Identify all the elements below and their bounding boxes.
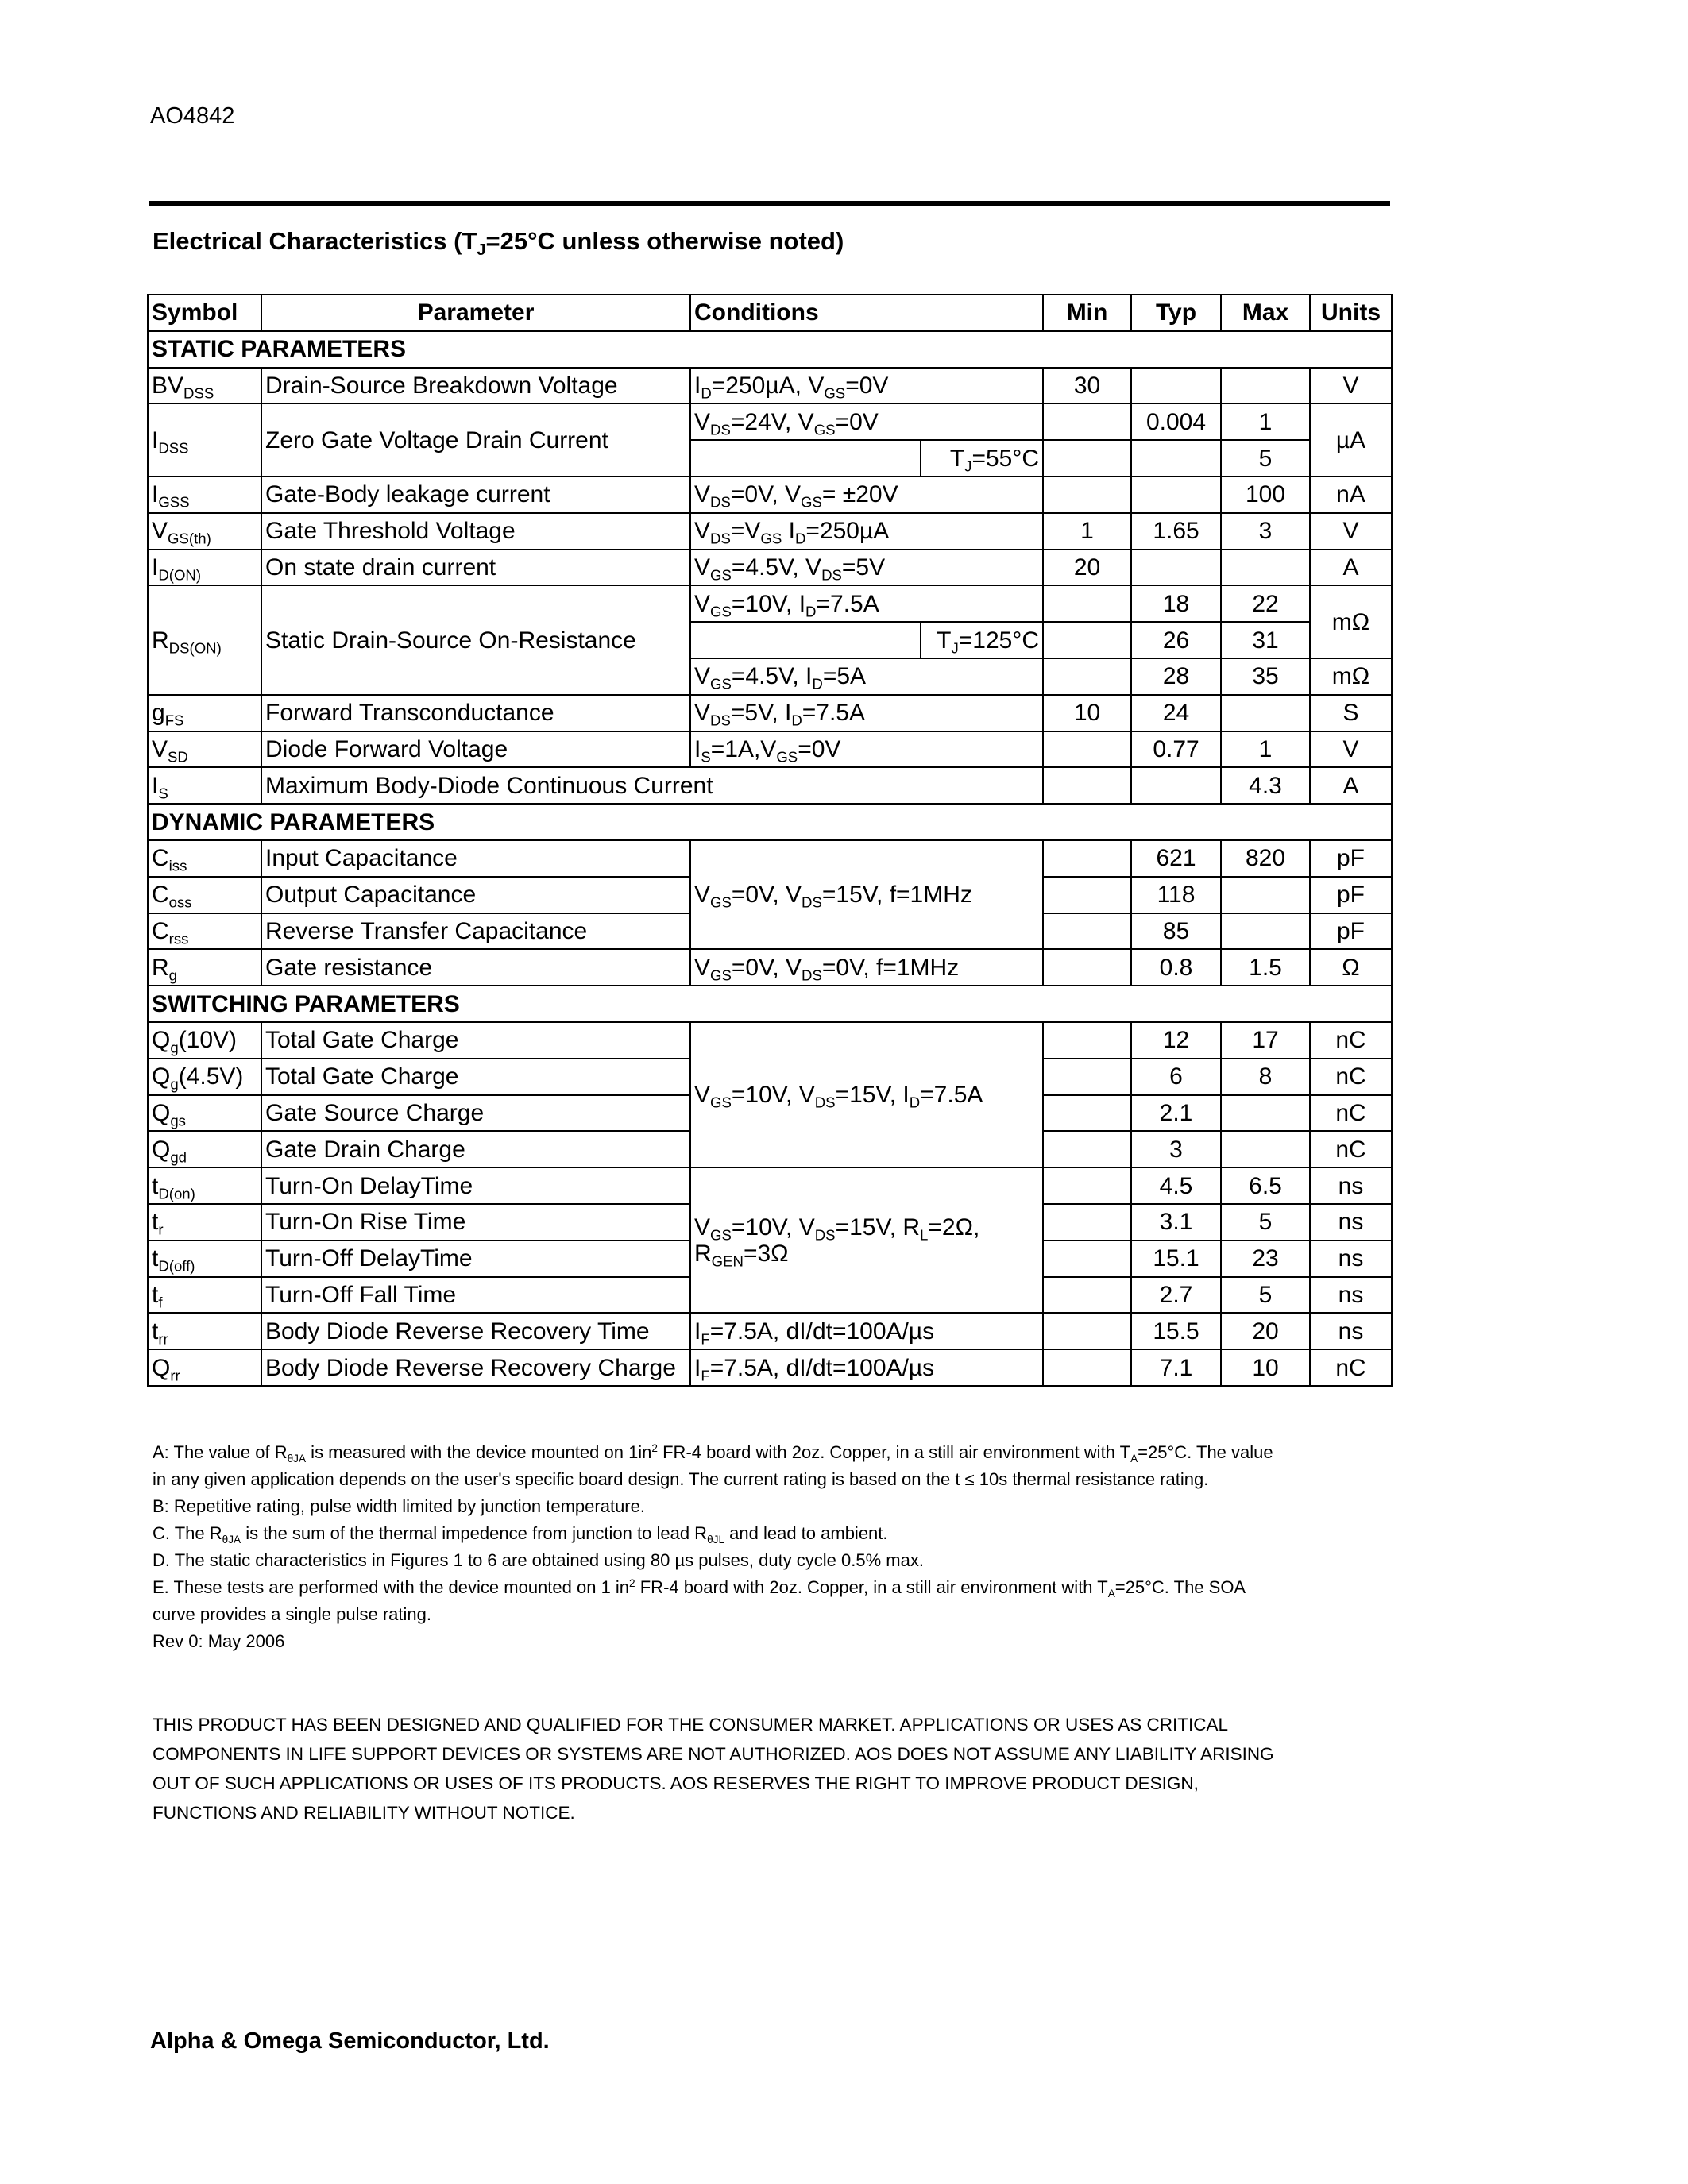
cond-gfs: $V_{DS}=5V$, $I_D=7.5A$	[690, 695, 1043, 731]
min-is	[1043, 767, 1131, 804]
max-rg: 1.5	[1221, 949, 1310, 986]
table-row	[148, 1313, 1392, 1349]
param-idss: Zero Gate Voltage Drain Current	[261, 403, 690, 477]
min-tdon	[1043, 1167, 1131, 1204]
symbol-igss: $I_{GSS}$	[148, 477, 261, 513]
header-conditions: Conditions	[690, 295, 1043, 331]
table-row	[148, 1349, 1392, 1386]
units-qgd: nC	[1310, 1131, 1392, 1167]
cond-idss-2: $T_J=55^\circ C$	[921, 440, 1043, 477]
table-row	[148, 550, 1392, 586]
section-switching: SWITCHING PARAMETERS	[148, 986, 1392, 1022]
symbol-vgsth: $V_{GS(th)}$	[148, 513, 261, 550]
min-rg	[1043, 949, 1131, 986]
section-dynamic: DYNAMIC PARAMETERS	[148, 804, 1392, 840]
min-rdson-2	[1043, 622, 1131, 658]
min-vsd	[1043, 731, 1131, 768]
symbol-rg: $R_g$	[148, 949, 261, 986]
param-tr: Turn-On Rise Time	[261, 1204, 690, 1241]
units-ciss: pF	[1310, 840, 1392, 877]
typ-idon	[1131, 550, 1221, 586]
param-qg45: Total Gate Charge	[261, 1059, 690, 1095]
typ-tr: 3.1	[1131, 1204, 1221, 1241]
symbol-is: $I_S$	[148, 767, 261, 804]
disclaimer-line: OUT OF SUCH APPLICATIONS OR USES OF ITS PRODUCTS. AOS RESERVES THE RIGHT TO IMPROVE PRODUCT DESIGN,	[153, 1773, 1199, 1793]
note-c: C. The $R_{\theta JA}$ is the sum of the thermal impedence from junction to lead $R_{\theta JL}$ and lead to ambient.	[153, 1523, 888, 1545]
note-b: B: Repetitive rating, pulse width limited by junction temperature.	[153, 1496, 645, 1516]
units-idon: A	[1310, 550, 1392, 586]
section-row	[148, 986, 1392, 1022]
units-qgs: nC	[1310, 1095, 1392, 1132]
cond-vsd: $I_S=1A,V_{GS}=0V$	[690, 731, 1043, 768]
param-rg: Gate resistance	[261, 949, 690, 986]
units-rg: Ω	[1310, 949, 1392, 986]
table-row	[148, 513, 1392, 550]
typ-rdson-3: 28	[1131, 658, 1221, 695]
cond-rdson-1: $V_{GS}=10V$, $I_D=7.5A$	[690, 585, 1043, 622]
units-tdon: ns	[1310, 1167, 1392, 1204]
units-rdson-1: mΩ	[1310, 585, 1392, 658]
symbol-trr: $t_{rr}$	[148, 1313, 261, 1349]
table-row	[148, 1022, 1392, 1059]
max-qgd	[1221, 1131, 1310, 1167]
max-tdoff: 23	[1221, 1241, 1310, 1277]
symbol-tdoff: $t_{D(off)}$	[148, 1241, 261, 1277]
typ-vsd: 0.77	[1131, 731, 1221, 768]
symbol-coss: $C_{oss}$	[148, 877, 261, 913]
section-row	[148, 804, 1392, 840]
typ-trr: 15.5	[1131, 1313, 1221, 1349]
param-rdson: Static Drain-Source On-Resistance	[261, 585, 690, 694]
table-row	[148, 585, 1392, 622]
units-is: A	[1310, 767, 1392, 804]
symbol-qgs: $Q_{gs}$	[148, 1095, 261, 1132]
revision: Rev 0: May 2006	[153, 1631, 285, 1651]
symbol-qg45: $Q_g(4.5V)$	[148, 1059, 261, 1095]
max-trr: 20	[1221, 1313, 1310, 1349]
typ-bvdss	[1131, 368, 1221, 404]
units-bvdss: V	[1310, 368, 1392, 404]
param-qrr: Body Diode Reverse Recovery Charge	[261, 1349, 690, 1386]
units-qg45: nC	[1310, 1059, 1392, 1095]
typ-is	[1131, 767, 1221, 804]
param-qgs: Gate Source Charge	[261, 1095, 690, 1132]
note-e-line1: E. These tests are performed with the device mounted on 1 $in^2$ FR-4 board with 2oz. Copper, in a still air environment with $T_A=25^\circ C$. The SOA	[153, 1576, 1246, 1599]
symbol-gfs: $g_{FS}$	[148, 695, 261, 731]
cond-rdson-spacer	[690, 622, 921, 658]
max-qrr: 10	[1221, 1349, 1310, 1386]
max-tf: 5	[1221, 1277, 1310, 1314]
min-crss	[1043, 913, 1131, 950]
header-row	[148, 295, 1392, 331]
footnotes	[153, 1439, 1400, 1655]
param-coss: Output Capacitance	[261, 877, 690, 913]
units-igss: nA	[1310, 477, 1392, 513]
typ-rdson-1: 18	[1131, 585, 1221, 622]
disclaimer-line: FUNCTIONS AND RELIABILITY WITHOUT NOTICE.	[153, 1803, 575, 1823]
min-rdson-1	[1043, 585, 1131, 622]
header-parameter: Parameter	[261, 295, 690, 331]
max-qg45: 8	[1221, 1059, 1310, 1095]
table-row	[148, 949, 1392, 986]
param-vsd: Diode Forward Voltage	[261, 731, 690, 768]
param-idon: On state drain current	[261, 550, 690, 586]
symbol-qrr: $Q_{rr}$	[148, 1349, 261, 1386]
units-vgsth: V	[1310, 513, 1392, 550]
symbol-ciss: $C_{iss}$	[148, 840, 261, 877]
cond-capacitance: $V_{GS}=0V$, $V_{DS}=15V$, f=1MHz	[690, 840, 1043, 949]
table-row	[148, 1167, 1392, 1204]
part-number: AO4842	[150, 103, 235, 129]
table-row	[148, 731, 1392, 768]
typ-crss: 85	[1131, 913, 1221, 950]
table-row	[148, 403, 1392, 440]
min-qgd	[1043, 1131, 1131, 1167]
header-max: Max	[1221, 295, 1310, 331]
header-symbol: Symbol	[148, 295, 261, 331]
typ-igss	[1131, 477, 1221, 513]
cond-switching: $V_{GS}=10V$, $V_{DS}=15V$, $R_L=2\Omega$, $R_{GEN}=3\Omega$	[690, 1167, 1043, 1313]
min-idss	[1043, 403, 1131, 440]
min-coss	[1043, 877, 1131, 913]
symbol-tf: $t_f$	[148, 1277, 261, 1314]
typ-vgsth: 1.65	[1131, 513, 1221, 550]
cond-rdson-3: $V_{GS}=4.5V$, $I_D=5A$	[690, 658, 1043, 695]
units-qg10: nC	[1310, 1022, 1392, 1059]
typ-qgd: 3	[1131, 1131, 1221, 1167]
units-tdoff: ns	[1310, 1241, 1392, 1277]
param-bvdss: Drain-Source Breakdown Voltage	[261, 368, 690, 404]
min-trr	[1043, 1313, 1131, 1349]
max-idon	[1221, 550, 1310, 586]
param-gfs: Forward Transconductance	[261, 695, 690, 731]
param-qgd: Gate Drain Charge	[261, 1131, 690, 1167]
section-static: STATIC PARAMETERS	[148, 331, 1392, 368]
note-a-line1: A: The value of $R_{\theta JA}$ is measured with the device mounted on $1in^2$ FR-4 board with 2oz. Copper, in a still air environment with $T_A=25^\circ C$. The value	[153, 1441, 1273, 1464]
symbol-idss: $I_{DSS}$	[148, 403, 261, 477]
typ-ciss: 621	[1131, 840, 1221, 877]
note-e-line2: curve provides a single pulse rating.	[153, 1604, 431, 1624]
table-row	[148, 477, 1392, 513]
min-qrr	[1043, 1349, 1131, 1386]
param-ciss: Input Capacitance	[261, 840, 690, 877]
min-tf	[1043, 1277, 1131, 1314]
units-rdson-3: mΩ	[1310, 658, 1392, 695]
typ-gfs: 24	[1131, 695, 1221, 731]
table-row	[148, 767, 1392, 804]
typ-qrr: 7.1	[1131, 1349, 1221, 1386]
min-rdson-3	[1043, 658, 1131, 695]
table-row	[148, 695, 1392, 731]
note-a-line2: in any given application depends on the user's specific board design. The current rating is based on the t ≤ 10s thermal resistance rating.	[153, 1469, 1209, 1489]
min-qg10	[1043, 1022, 1131, 1059]
min-idon: 20	[1043, 550, 1131, 586]
symbol-qgd: $Q_{gd}$	[148, 1131, 261, 1167]
min-qg45	[1043, 1059, 1131, 1095]
min-bvdss: 30	[1043, 368, 1131, 404]
table-title: Electrical Characteristics ($T_J=25^\circ C$ unless otherwise noted)	[153, 227, 844, 259]
company-name: Alpha & Omega Semiconductor, Ltd.	[150, 2028, 550, 2054]
typ-qg45: 6	[1131, 1059, 1221, 1095]
header-units: Units	[1310, 295, 1392, 331]
typ-tdoff: 15.1	[1131, 1241, 1221, 1277]
max-vsd: 1	[1221, 731, 1310, 768]
max-gfs	[1221, 695, 1310, 731]
param-is: Maximum Body-Diode Continuous Current	[261, 767, 1043, 804]
units-trr: ns	[1310, 1313, 1392, 1349]
min-vgsth: 1	[1043, 513, 1131, 550]
typ-coss: 118	[1131, 877, 1221, 913]
typ-qgs: 2.1	[1131, 1095, 1221, 1132]
min-tdoff	[1043, 1241, 1131, 1277]
param-tdoff: Turn-Off DelayTime	[261, 1241, 690, 1277]
param-qg10: Total Gate Charge	[261, 1022, 690, 1059]
typ-rdson-2: 26	[1131, 622, 1221, 658]
min-idss-2	[1043, 440, 1131, 477]
min-tr	[1043, 1204, 1131, 1241]
min-gfs: 10	[1043, 695, 1131, 731]
typ-tdon: 4.5	[1131, 1167, 1221, 1204]
symbol-rdson: $R_{DS(ON)}$	[148, 585, 261, 694]
max-idss-1: 1	[1221, 403, 1310, 440]
cond-vgsth: $V_{DS}=V_{GS}$ $I_D=250\mu A$	[690, 513, 1043, 550]
cond-idon: $V_{GS}=4.5V$, $V_{DS}=5V$	[690, 550, 1043, 586]
units-tr: ns	[1310, 1204, 1392, 1241]
cond-idss-1: $V_{DS}=24V$, $V_{GS}=0V$	[690, 403, 1043, 440]
param-vgsth: Gate Threshold Voltage	[261, 513, 690, 550]
max-bvdss	[1221, 368, 1310, 404]
min-igss	[1043, 477, 1131, 513]
units-tf: ns	[1310, 1277, 1392, 1314]
cond-idss-spacer	[690, 440, 921, 477]
param-tf: Turn-Off Fall Time	[261, 1277, 690, 1314]
max-is: 4.3	[1221, 767, 1310, 804]
cond-trr: $I_F=7.5A$, dI/dt=100A/µs	[690, 1313, 1043, 1349]
cond-bvdss: $I_D=250\mu A$, $V_{GS}=0V$	[690, 368, 1043, 404]
disclaimer-line: COMPONENTS IN LIFE SUPPORT DEVICES OR SYSTEMS ARE NOT AUTHORIZED. AOS DOES NOT ASSUME ANY LIABILITY ARISING	[153, 1744, 1274, 1764]
typ-rg: 0.8	[1131, 949, 1221, 986]
typ-tf: 2.7	[1131, 1277, 1221, 1314]
max-ciss: 820	[1221, 840, 1310, 877]
typ-idss-2	[1131, 440, 1221, 477]
cond-rg: $V_{GS}=0V$, $V_{DS}=0V$, f=1MHz	[690, 949, 1043, 986]
param-trr: Body Diode Reverse Recovery Time	[261, 1313, 690, 1349]
min-ciss	[1043, 840, 1131, 877]
param-igss: Gate-Body leakage current	[261, 477, 690, 513]
units-vsd: V	[1310, 731, 1392, 768]
units-gfs: S	[1310, 695, 1392, 731]
header-typ: Typ	[1131, 295, 1221, 331]
units-idss: µA	[1310, 403, 1392, 477]
max-coss	[1221, 877, 1310, 913]
electrical-characteristics-table	[147, 294, 1393, 1387]
cond-igss: $V_{DS}=0V$, $V_{GS}= \pm 20V$	[690, 477, 1043, 513]
units-coss: pF	[1310, 877, 1392, 913]
max-rdson-3: 35	[1221, 658, 1310, 695]
max-vgsth: 3	[1221, 513, 1310, 550]
param-crss: Reverse Transfer Capacitance	[261, 913, 690, 950]
section-row	[148, 331, 1392, 368]
max-rdson-1: 22	[1221, 585, 1310, 622]
units-crss: pF	[1310, 913, 1392, 950]
max-qg10: 17	[1221, 1022, 1310, 1059]
symbol-idon: $I_{D(ON)}$	[148, 550, 261, 586]
symbol-tr: $t_r$	[148, 1204, 261, 1241]
symbol-vsd: $V_{SD}$	[148, 731, 261, 768]
header-rule	[149, 201, 1390, 206]
max-qgs	[1221, 1095, 1310, 1132]
symbol-qg10: $Q_g(10V)$	[148, 1022, 261, 1059]
max-tdon: 6.5	[1221, 1167, 1310, 1204]
note-d: D. The static characteristics in Figures 1 to 6 are obtained using 80 µs pulses, duty cycle 0.5% max.	[153, 1550, 924, 1570]
max-crss	[1221, 913, 1310, 950]
max-rdson-2: 31	[1221, 622, 1310, 658]
cond-rdson-2: $T_J=125^\circ C$	[921, 622, 1043, 658]
max-tr: 5	[1221, 1204, 1310, 1241]
typ-qg10: 12	[1131, 1022, 1221, 1059]
max-igss: 100	[1221, 477, 1310, 513]
disclaimer-line: THIS PRODUCT HAS BEEN DESIGNED AND QUALIFIED FOR THE CONSUMER MARKET. APPLICATIONS OR USES AS CRITICAL	[153, 1715, 1228, 1734]
typ-idss: 0.004	[1131, 403, 1221, 440]
symbol-crss: $C_{rss}$	[148, 913, 261, 950]
symbol-tdon: $t_{D(on)}$	[148, 1167, 261, 1204]
table-row	[148, 368, 1392, 404]
units-qrr: nC	[1310, 1349, 1392, 1386]
symbol-bvdss: $BV_{DSS}$	[148, 368, 261, 404]
disclaimer	[153, 1710, 1408, 1827]
min-qgs	[1043, 1095, 1131, 1132]
header-min: Min	[1043, 295, 1131, 331]
cond-gate-charge: $V_{GS}=10V$, $V_{DS}=15V$, $I_D=7.5A$	[690, 1022, 1043, 1167]
param-tdon: Turn-On DelayTime	[261, 1167, 690, 1204]
cond-qrr: $I_F=7.5A$, dI/dt=100A/µs	[690, 1349, 1043, 1386]
max-idss-2: 5	[1221, 440, 1310, 477]
table-row	[148, 840, 1392, 877]
